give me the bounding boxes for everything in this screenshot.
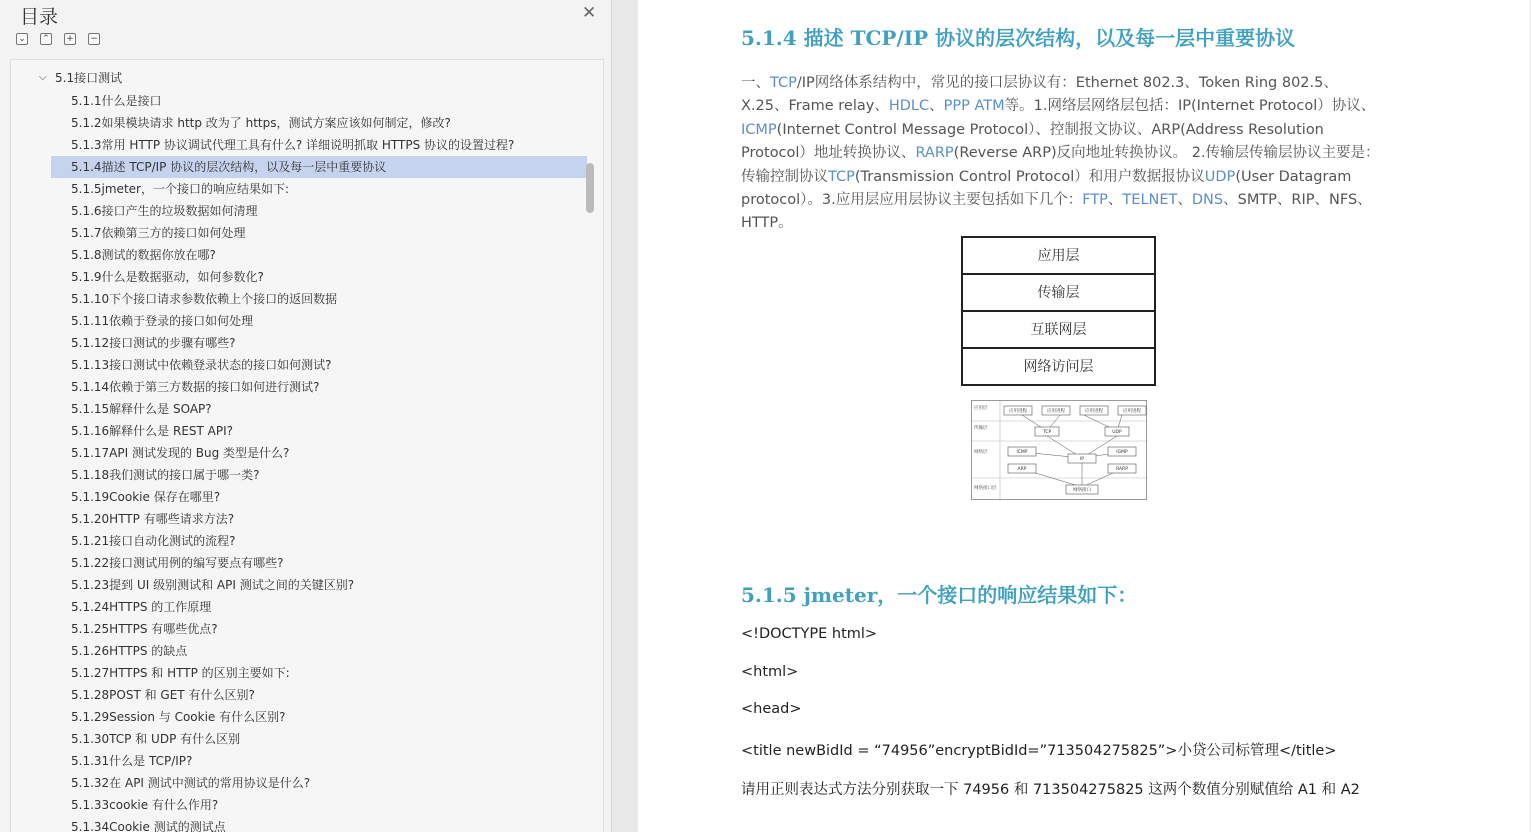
diagram-row-label: 应用层 xyxy=(974,406,988,411)
diagram-node xyxy=(1108,447,1136,456)
protocol-link[interactable]: HDLC xyxy=(888,98,930,115)
paragraph-text: 、 xyxy=(929,98,944,115)
toc-item[interactable]: 5.1.21接口自动化测试的流程? xyxy=(71,534,236,548)
protocol-link[interactable]: TELNET xyxy=(1122,192,1178,209)
toc-section-5-1[interactable] xyxy=(11,68,591,88)
svg-text:TCP: TCP xyxy=(1042,430,1052,435)
code-line: <!DOCTYPE html> xyxy=(741,626,878,642)
toc-item[interactable]: 5.1.28POST 和 GET 有什么区别? xyxy=(71,688,255,702)
diagram-row-label: 网络层 xyxy=(974,450,988,455)
layer-box: 互联网层 xyxy=(963,312,1154,349)
paragraph-text: 、 xyxy=(1177,192,1192,209)
svg-text:应用进程: 应用进程 xyxy=(1047,409,1065,414)
toc-item[interactable]: 5.1.12接口测试的步骤有哪些? xyxy=(71,336,236,350)
protocol-link[interactable]: PPP ATM xyxy=(943,98,1005,115)
toc-item[interactable]: 5.1.16解释什么是 REST API? xyxy=(71,424,234,438)
toc-item[interactable]: 5.1.33cookie 有什么作用? xyxy=(71,798,219,812)
svg-text:ARP: ARP xyxy=(1017,467,1027,472)
protocol-link[interactable]: FTP xyxy=(1082,192,1108,209)
toc-panel xyxy=(0,0,612,832)
paragraph-text: 等。1.网络层网络层包括：IP(Internet Protocol）协议、 xyxy=(1004,98,1376,115)
toc-item[interactable]: 5.1.7依赖第三方的接口如何处理 xyxy=(71,226,246,240)
toc-item[interactable]: 5.1.8测试的数据你放在哪? xyxy=(71,248,216,262)
toc-tree xyxy=(10,59,604,832)
svg-text:RARP: RARP xyxy=(1116,467,1128,472)
document-area xyxy=(612,0,1531,832)
toc-item[interactable]: 5.1.32在 API 测试中测试的常用协议是什么? xyxy=(71,776,311,790)
regex-instruction: 请用正则表达式方法分别获取一下 74956 和 713504275825 这两个数值分别赋值给 A1 和 A2 xyxy=(741,782,1360,798)
diagram-node xyxy=(1008,447,1036,456)
diagram-row-label: 网络接口层 xyxy=(974,486,997,491)
toc-item[interactable]: 5.1.5jmeter，一个接口的响应结果如下: xyxy=(71,182,290,196)
toc-item[interactable]: 5.1.27HTTPS 和 HTTP 的区别主要如下: xyxy=(71,666,290,680)
toc-item[interactable]: 5.1.26HTTPS 的缺点 xyxy=(71,644,188,658)
toc-item[interactable]: 5.1.34Cookie 测试的测试点 xyxy=(71,820,226,832)
toc-scrollbar-thumb[interactable] xyxy=(586,163,594,213)
tcpip-layer-diagram xyxy=(961,236,1156,386)
diagram-node xyxy=(1066,485,1098,494)
paragraph-text: 、SMTP、RIP、NFS、HTTP。 xyxy=(741,192,1372,232)
toc-item[interactable]: 5.1.9什么是数据驱动，如何参数化? xyxy=(71,270,264,284)
toc-item[interactable]: 5.1.24HTTPS 的工作原理 xyxy=(71,600,212,614)
toc-item[interactable]: 5.1.19Cookie 保存在哪里? xyxy=(71,490,221,504)
code-line: <head> xyxy=(741,701,802,718)
svg-text:UDP: UDP xyxy=(1112,430,1122,435)
layer-box: 传输层 xyxy=(963,275,1154,312)
toc-item[interactable]: 5.1.22接口测试用例的编写要点有哪些? xyxy=(71,556,284,570)
paragraph-text: 一、 xyxy=(741,75,770,91)
toc-item[interactable]: 5.1.15解释什么是 SOAP? xyxy=(71,402,212,416)
paragraph-text: /IP网络体系结构中，常见的接口层协议有：Ethernet 802.3、Token Ring 802.5、X.25、Frame relay、 xyxy=(741,75,1338,115)
svg-text:ICMP: ICMP xyxy=(1016,450,1028,455)
toc-header xyxy=(0,0,612,56)
paragraph-text: 、 xyxy=(1107,192,1123,209)
toc-item[interactable]: 5.1.29Session 与 Cookie 有什么区别? xyxy=(71,710,286,724)
protocol-link[interactable]: DNS xyxy=(1191,192,1224,209)
diagram-node xyxy=(1108,464,1136,473)
diagram-node xyxy=(1004,406,1032,415)
toc-item[interactable]: 5.1.30TCP 和 UDP 有什么区别 xyxy=(71,732,241,746)
svg-text:应用进程: 应用进程 xyxy=(1123,409,1141,414)
code-line: <title newBidId = “74956”encryptBidId=”713504275825”>小贷公司标管理</title> xyxy=(741,742,1337,759)
svg-text:应用进程: 应用进程 xyxy=(1085,409,1103,414)
diagram-node xyxy=(1118,406,1146,415)
paragraph-text: (Transmission Control Protocol）和用户数据报协议 xyxy=(854,168,1205,185)
svg-text:IP: IP xyxy=(1079,457,1085,462)
protocol-diagram-svg xyxy=(972,401,1148,501)
collapse-all-icon[interactable]: ⌄ xyxy=(16,33,28,45)
toc-item[interactable]: 5.1.17API 测试发现的 Bug 类型是什么? xyxy=(71,446,290,460)
heading-5-1-4: 5.1.4 描述 TCP/IP 协议的层次结构，以及每一层中重要协议 xyxy=(741,26,1296,50)
remove-icon[interactable]: − xyxy=(88,33,100,45)
html-code-block xyxy=(741,626,1337,776)
toc-item[interactable]: 5.1.14依赖于第三方数据的接口如何进行测试? xyxy=(71,380,320,394)
svg-text:应用进程: 应用进程 xyxy=(1009,409,1027,414)
diagram-node xyxy=(1105,427,1129,436)
protocol-link[interactable]: TCP xyxy=(770,75,797,91)
toc-item[interactable]: 5.1.4描述 TCP/IP 协议的层次结构，以及每一层中重要协议 xyxy=(51,156,587,178)
toc-item[interactable]: 5.1.25HTTPS 有哪些优点? xyxy=(71,622,218,636)
diagram-row-label: 传输层 xyxy=(974,426,988,431)
toc-item[interactable]: 5.1.18我们测试的接口属于哪一类? xyxy=(71,468,260,482)
toc-item[interactable]: 5.1.11依赖于登录的接口如何处理 xyxy=(71,314,254,328)
toc-title: 目录 xyxy=(20,6,59,28)
toc-item[interactable]: 5.1.31什么是 TCP/IP? xyxy=(71,754,193,768)
heading-5-1-5: 5.1.5 jmeter，一个接口的响应结果如下： xyxy=(741,583,1138,607)
document-page xyxy=(638,0,1530,832)
protocol-link[interactable]: ICMP xyxy=(741,121,777,138)
paragraph-text: (User Datagram protocol）。3.应用层应用层协议主要包括如下几个： xyxy=(741,168,1352,209)
toc-items xyxy=(51,90,587,832)
diagram-node xyxy=(1068,454,1096,463)
toc-item[interactable]: 5.1.23提到 UI 级别测试和 API 测试之间的关键区别? xyxy=(71,578,355,592)
tcpip-paragraph xyxy=(741,72,1381,236)
add-icon[interactable]: + xyxy=(64,33,76,45)
chevron-down-icon[interactable]: ⌵ xyxy=(39,72,47,83)
diagram-node xyxy=(1042,406,1070,415)
toc-item[interactable]: 5.1.2如果模块请求 http 改为了 https，测试方案应该如何制定，修改? xyxy=(71,116,451,130)
toc-item[interactable]: 5.1.10下个接口请求参数依赖上个接口的返回数据 xyxy=(71,292,338,306)
paragraph-text: (Reverse ARP)反向地址转换协议。 2.传输层传输层协议主要是：传输控制协议 xyxy=(741,145,1380,185)
layer-box: 网络访问层 xyxy=(1023,359,1094,375)
protocol-link[interactable]: RARP xyxy=(915,145,954,162)
svg-text:IGMP: IGMP xyxy=(1116,450,1128,455)
paragraph-text: (Internet Control Message Protocol）、控制报文协议、ARP(Address Resolution Protocol）地址转换协议、 xyxy=(741,121,1324,162)
toc-item[interactable]: 5.1.20HTTP 有哪些请求方法? xyxy=(71,512,235,526)
toc-item[interactable]: 5.1.3常用 HTTP 协议调试代理工具有什么? 详细说明抓取 HTTPS 协议的设置过程? xyxy=(71,138,515,152)
diagram-node xyxy=(1035,427,1059,436)
diagram-node xyxy=(1080,406,1108,415)
toc-item[interactable]: 5.1.6接口产生的垃圾数据如何清理 xyxy=(71,204,258,218)
toc-section-label: 5.1接口测试 xyxy=(55,71,123,85)
expand-up-icon[interactable]: ⌃ xyxy=(40,33,52,45)
svg-text:网络接口: 网络接口 xyxy=(1073,488,1091,493)
toc-item[interactable]: 5.1.13接口测试中依赖登录状态的接口如何测试? xyxy=(71,358,332,372)
code-line: <html> xyxy=(741,663,799,680)
protocol-relationship-diagram xyxy=(971,400,1147,500)
protocol-link[interactable]: UDP xyxy=(1204,168,1236,185)
diagram-node xyxy=(1008,464,1036,473)
protocol-link[interactable]: TCP xyxy=(828,168,855,185)
close-icon[interactable]: ✕ xyxy=(582,3,597,23)
toc-item[interactable]: 5.1.1什么是接口 xyxy=(71,94,162,108)
layer-box: 应用层 xyxy=(963,238,1154,275)
